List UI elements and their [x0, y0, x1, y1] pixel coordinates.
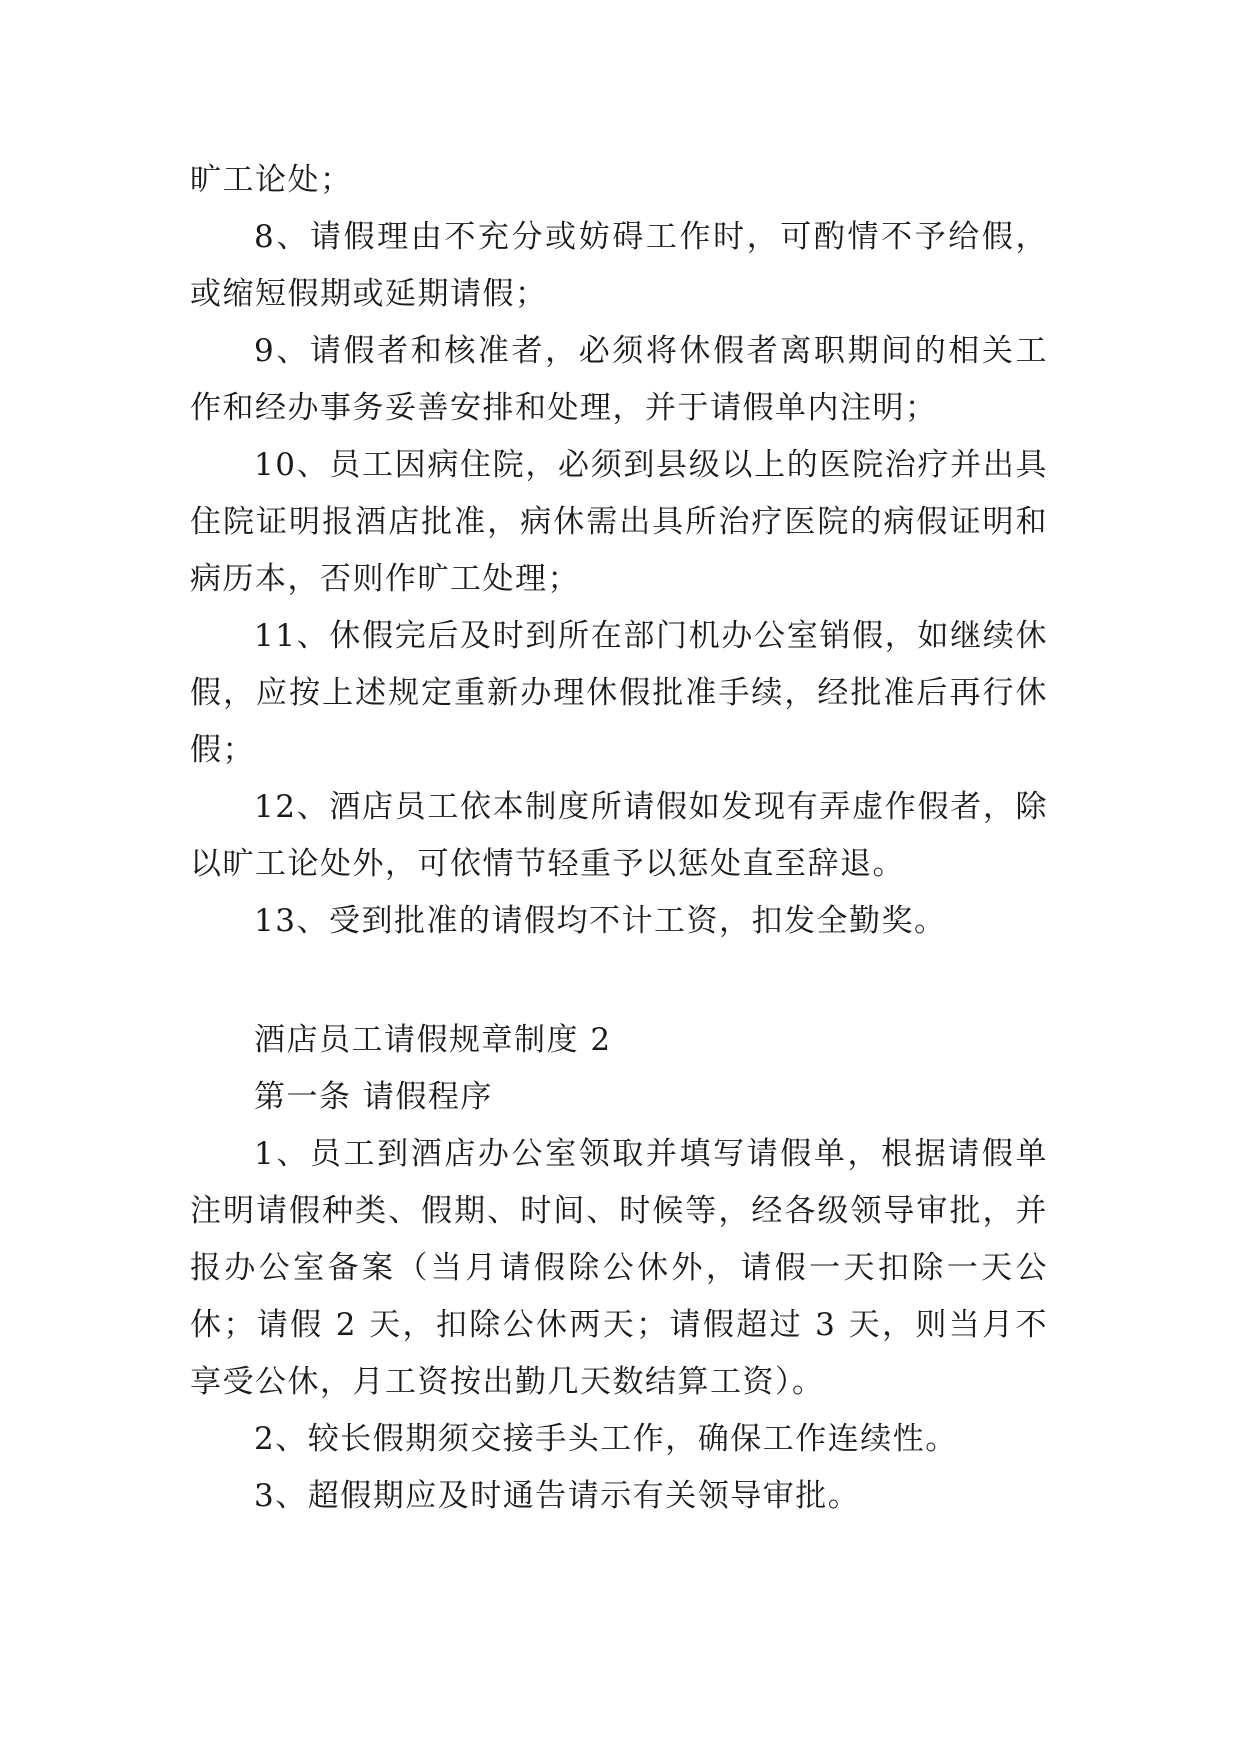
paragraph-continuation: 旷工论处；	[190, 162, 353, 198]
rule-item-10: 10、员工因病住院，必须到县级以上的医院治疗并出具住院证明报酒店批准，病休需出具所治疗医院的病假证明和病历本，否则作旷工处理；	[190, 447, 1048, 597]
document-body	[190, 152, 1048, 1525]
section-spacer	[190, 950, 1048, 1012]
rule-item-12: 12、酒店员工依本制度所请假如发现有弄虚作假者，除以旷工论处外，可依情节轻重予以惩处直至辞退。	[190, 789, 1048, 882]
rule-item-9: 9、请假者和核准者，必须将休假者离职期间的相关工作和经办事务妥善安排和处理，并于请假单内注明；	[190, 333, 1048, 426]
rule-item-11: 11、休假完后及时到所在部门机办公室销假，如继续休假，应按上述规定重新办理休假批准手续，经批准后再行休假；	[190, 618, 1048, 768]
procedure-item-1: 1、员工到酒店办公室领取并填写请假单，根据请假单注明请假种类、假期、时间、时候等，经各级领导审批，并报办公室备案（当月请假除公休外，请假一天扣除一天公休；请假 2 天，扣除公休两天；请假超过 3 天，则当月不享受公休，月工资按出勤几天数结算工资）。	[190, 1136, 1048, 1400]
procedure-item-3: 3、超假期应及时通告请示有关领导审批。	[254, 1478, 861, 1514]
rule-item-8: 8、请假理由不充分或妨碍工作时，可酌情不予给假，或缩短假期或延期请假；	[190, 219, 1048, 312]
article-heading: 第一条 请假程序	[254, 1079, 493, 1115]
section-title: 酒店员工请假规章制度 2	[254, 1022, 612, 1058]
procedure-item-2: 2、较长假期须交接手头工作，确保工作连续性。	[254, 1421, 958, 1457]
rule-item-13: 13、受到批准的请假均不计工资，扣发全勤奖。	[254, 903, 947, 939]
